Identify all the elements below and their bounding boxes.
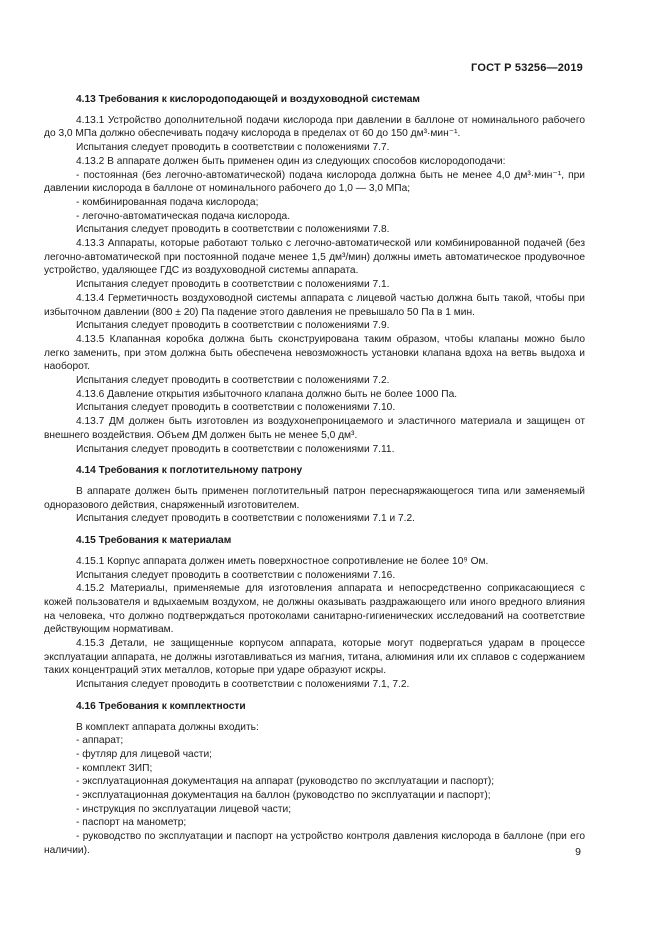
paragraph: Испытания следует проводить в соответствии с положениями 7.7.	[76, 142, 390, 154]
list-item: - эксплуатационная документация на баллон (руководство по эксплуатации и паспорт);	[76, 790, 491, 802]
paragraph: Испытания следует проводить в соответствии с положениями 7.16.	[76, 569, 396, 581]
list-item: - комплект ЗИП;	[76, 762, 153, 774]
list-item: - инструкция по эксплуатации лицевой части;	[76, 803, 292, 815]
list-item: - легочно-автоматическая подача кислорода.	[76, 210, 291, 222]
paragraph: 4.13.3 Аппараты, которые работают только с легочно-автоматической или комбинированной подачей (без легочно-автоматической при постоянной подаче менее 1,5 дм³/мин) должны иметь автоматическое продувочное устройство, удаляющее ГДС из воздуховодной системы аппарата.	[44, 238, 585, 277]
paragraph: 4.13.7 ДМ должен быть изготовлен из воздухонепроницаемого и эластичного материала и защищен от внешнего воздействия. Объем ДМ должен быть не менее 5,0 дм³.	[44, 416, 585, 441]
paragraph: Испытания следует проводить в соответствии с положениями 7.8.	[76, 224, 390, 236]
document-code: ГОСТ Р 53256—2019	[471, 62, 583, 74]
list-item: - эксплуатационная документация на аппарат (руководство по эксплуатации и паспорт);	[76, 776, 495, 788]
page-number: 9	[575, 846, 581, 858]
list-item: - футляр для лицевой части;	[76, 748, 212, 760]
paragraph: Испытания следует проводить в соответствии с положениями 7.2.	[76, 375, 390, 387]
paragraph: В аппарате должен быть применен поглотительный патрон переснаряжающегося типа или заменяемый одноразового действия, снаряженный изготовителем.	[44, 485, 585, 511]
paragraph: Испытания следует проводить в соответствии с положениями 7.9.	[76, 320, 390, 332]
paragraph: Испытания следует проводить в соответствии с положениями 7.1, 7.2.	[76, 679, 410, 691]
list-item: - аппарат;	[76, 735, 124, 747]
section-title: 4.16 Требования к комплектности	[76, 700, 246, 712]
paragraph: 4.13.6 Давление открытия избыточного клапана должно быть не более 1000 Па.	[76, 388, 458, 400]
paragraph: 4.15.3 Детали, не защищенные корпусом аппарата, которые могут подвергаться ударам в процессе эксплуатации аппарата, не должны изготавливаться из магния, титана, алюминия или их сплавов с содержанием таких концентраций этих металлов, которые при ударе образуют искры.	[44, 638, 585, 677]
document-body	[44, 93, 585, 858]
paragraph: Испытания следует проводить в соответствии с положениями 7.10.	[76, 402, 396, 414]
paragraph: Испытания следует проводить в соответствии с положениями 7.1.	[76, 279, 390, 291]
paragraph: 4.15.1 Корпус аппарата должен иметь поверхностное сопротивление не более 10⁹ Ом.	[76, 555, 489, 567]
paragraph: - руководство по эксплуатации и паспорт на устройство контроля давления кислорода в баллоне (при его наличии).	[44, 831, 585, 856]
section	[44, 534, 585, 692]
list-item: - паспорт на манометр;	[76, 817, 187, 829]
paragraph: 4.13.1 Устройство дополнительной подачи кислорода при давлении в баллоне от номинального рабочего до 3,0 МПа должно обеспечивать подачу кислорода в пределах от 60 до 150 дм³·мин⁻¹.	[44, 114, 585, 140]
paragraph: 4.13.4 Герметичность воздуховодной системы аппарата с лицевой частью должна быть такой, чтобы при избыточном давлении (800 ± 20) Па падение этого давления не превышало 50 Па в 1 мин.	[44, 292, 585, 318]
paragraph: 4.13.5 Клапанная коробка должна быть сконструирована таким образом, чтобы клапаны можно было легко заменить, при этом должна быть обеспечена невозможность установки клапана вдоха на ветвь выдоха и наоборот.	[44, 333, 585, 373]
section-title: 4.14 Требования к поглотительному патрону	[76, 465, 303, 477]
section	[44, 464, 585, 526]
paragraph: 4.15.2 Материалы, применяемые для изготовления аппарата и непосредственно соприкасающиеся с кожей пользователя и вдыхаемым воздухом, не должны оказывать раздражающего или иного вредного влияния на человека, что должно подтверждаться протоколами санитарно-гигиенических исследований на соответствие действующим нормативам.	[44, 583, 585, 636]
section-title: 4.13 Требования к кислородоподающей и воздуховодной системам	[76, 94, 420, 105]
section	[44, 700, 585, 858]
paragraph: В комплект аппарата должны входить:	[76, 721, 259, 733]
paragraph: - постоянная (без легочно-автоматической) подача кислорода должна быть не менее 4,0 дм³·мин⁻¹, при давлении кислорода в баллоне от номинального рабочего до 1,0 — 3,0 МПа;	[44, 169, 585, 195]
paragraph: 4.13.2 В аппарате должен быть применен один из следующих способов кислородоподачи:	[76, 155, 506, 167]
paragraph: Испытания следует проводить в соответствии с положениями 7.1 и 7.2.	[76, 513, 416, 525]
section	[44, 93, 585, 456]
paragraph: Испытания следует проводить в соответствии с положениями 7.11.	[76, 443, 395, 455]
list-item: - комбинированная подача кислорода;	[76, 196, 259, 208]
section-title: 4.15 Требования к материалам	[76, 535, 232, 547]
